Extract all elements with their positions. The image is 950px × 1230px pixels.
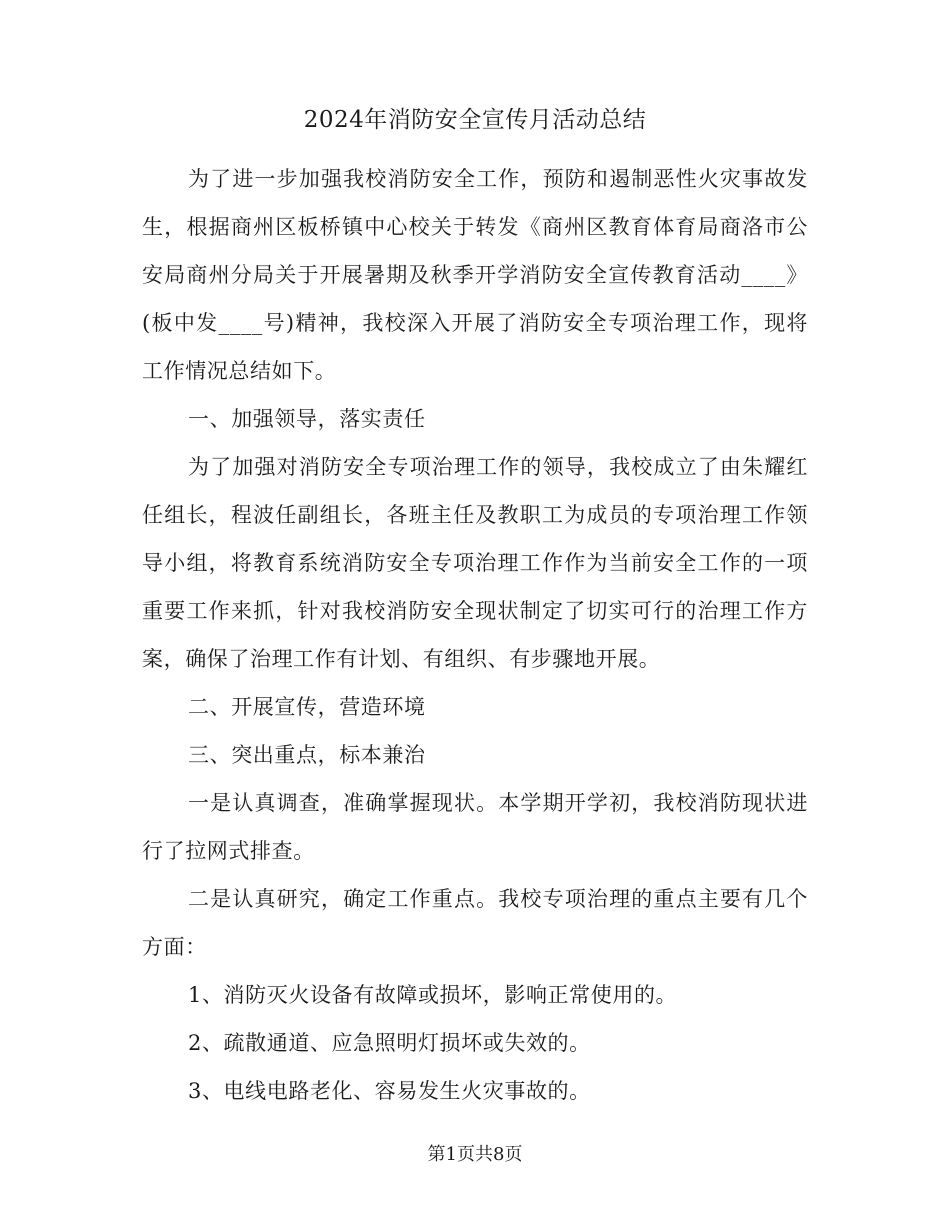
list-item-3: 3、电线电路老化、容易发生火灾事故的。 [188,1079,591,1103]
document-title: 2024年消防安全宣传月活动总结 [303,107,647,133]
list-item-2: 2、疏散通道、应急照明灯损坏或失效的。 [188,1031,591,1055]
paragraph-focus: 二是认真研究，确定工作重点。我校专项治理的重点主要有几个方面： [142,887,808,959]
paragraph-leadership: 为了加强对消防安全专项治理工作的领导，我校成立了由朱耀红任组长，程波任副组长，各班主任及教职工为成员的专项治理工作领导小组，将教育系统消防安全专项治理工作作为当前安全工作的一项重要工作来抓，针对我校消防安全现状制定了切实可行的治理工作方案，确保了治理工作有计划、有组织、有步骤地开展。 [142,455,808,671]
page-number: 第1页共8页 [427,1144,523,1165]
section-heading-2: 二、开展宣传，营造环境 [188,695,426,719]
paragraph-investigation: 一是认真调查，准确掌握现状。本学期开学初，我校消防现状进行了拉网式排查。 [142,791,808,863]
section-heading-1: 一、加强领导，落实责任 [188,407,426,431]
section-heading-3: 三、突出重点，标本兼治 [188,743,426,767]
paragraph-intro: 为了进一步加强我校消防安全工作，预防和遏制恶性火灾事故发生，根据商州区板桥镇中心校关于转发《商州区教育体育局商洛市公安局商州分局关于开展暑期及秋季开学消防安全宣传教育活动____》(板中发____号)精神，我校深入开展了消防安全专项治理工作，现将工作情况总结如下。 [142,167,808,383]
list-item-1: 1、消防灭火设备有故障或损坏，影响正常使用的。 [188,983,678,1007]
document-body [142,155,808,1115]
